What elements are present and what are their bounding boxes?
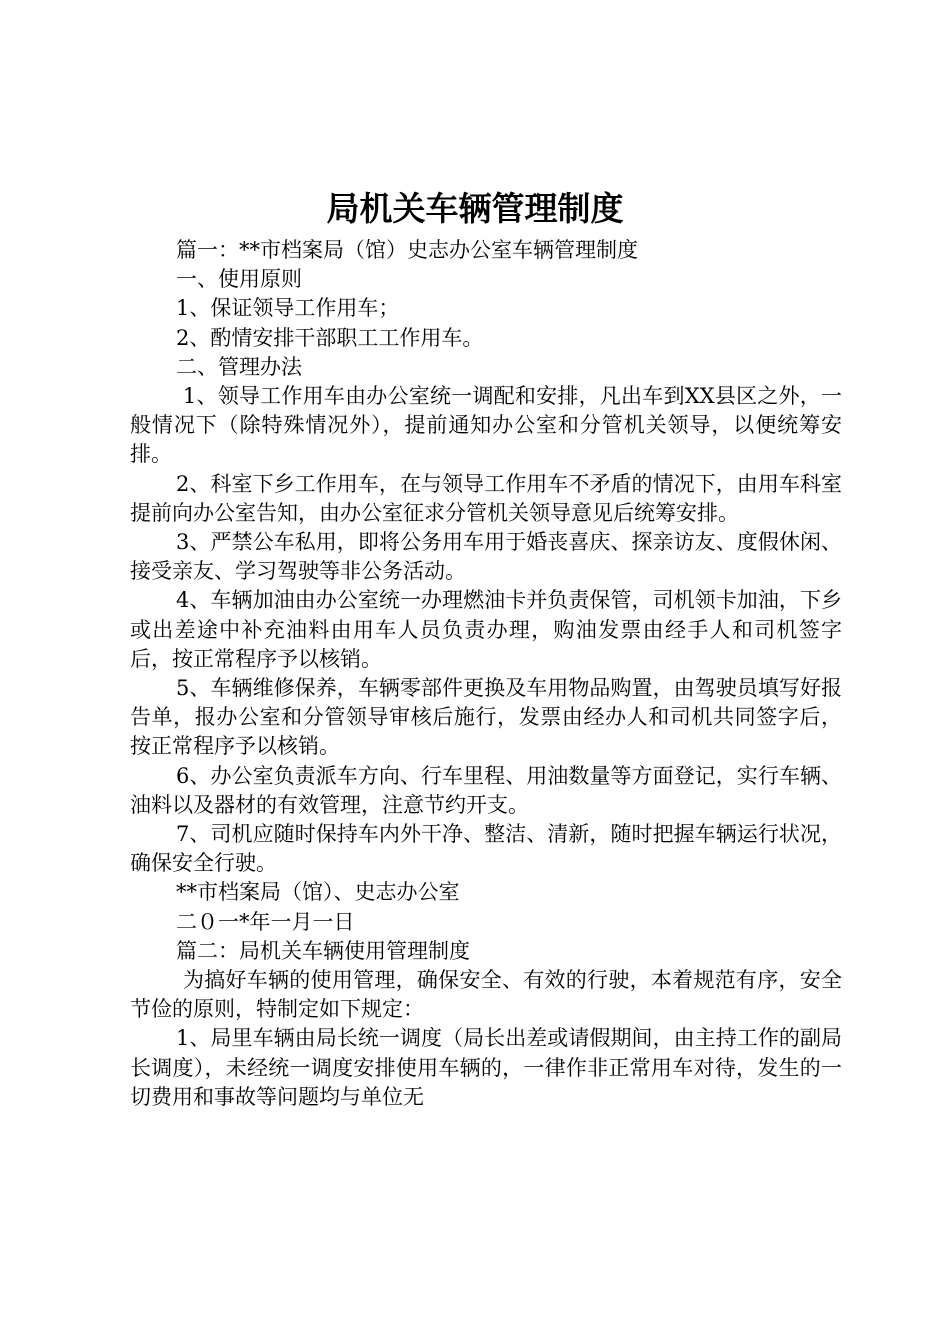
paragraph: 1、领导工作用车由办公室统一调配和安排，凡出车到XX县区之外，一般情况下（除特殊情况外），提前通知办公室和分管机关领导，以便统筹安排。 [130,384,842,467]
paragraph: 为搞好车辆的使用管理，确保安全、有效的行驶，本着规范有序，安全节俭的原则，特制定如下规定： [130,968,842,1022]
paragraph: 篇二：局机关车辆使用管理制度 [176,938,470,963]
document-body [130,236,842,1112]
paragraph: 2、酌情安排干部职工工作用车。 [176,325,484,350]
paragraph: 篇一：**市档案局（馆）史志办公室车辆管理制度 [176,238,638,262]
paragraph: 一、使用原则 [176,267,302,292]
paragraph: 7、司机应随时保持车内外干净、整洁、清新，随时把握车辆运行状况，确保安全行驶。 [130,822,842,876]
paragraph: 二０一*年一月一日 [176,909,355,934]
paragraph: 1、保证领导工作用车； [176,296,400,321]
paragraph: 5、车辆维修保养，车辆零部件更换及车用物品购置，由驾驶员填写好报告单，报办公室和分管领导审核后施行，发票由经办人和司机共同签字后，按正常程序予以核销。 [130,676,842,759]
paragraph: 3、严禁公车私用，即将公务用车用于婚丧喜庆、探亲访友、度假休闲、接受亲友、学习驾驶等非公务活动。 [130,530,842,584]
paragraph: 二、管理办法 [176,354,302,379]
paragraph: 4、车辆加油由办公室统一办理燃油卡并负责保管，司机领卡加油，下乡或出差途中补充油料由用车人员负责办理，购油发票由经手人和司机签字后，按正常程序予以核销。 [130,588,842,671]
paragraph: 6、办公室负责派车方向、行车里程、用油数量等方面登记，实行车辆、油料以及器材的有效管理，注意节约开支。 [130,763,842,817]
paragraph: **市档案局（馆）、史志办公室 [176,880,460,905]
document-title: 局机关车辆管理制度 [326,189,624,228]
paragraph: 2、科室下乡工作用车，在与领导工作用车不矛盾的情况下，由用车科室提前向办公室告知，由办公室征求分管机关领导意见后统筹安排。 [130,471,842,525]
paragraph: 1、局里车辆由局长统一调度（局长出差或请假期间，由主持工作的副局长调度），未经统一调度安排使用车辆的，一律作非正常用车对待，发生的一切费用和事故等问题均与单位无 [130,1026,842,1109]
